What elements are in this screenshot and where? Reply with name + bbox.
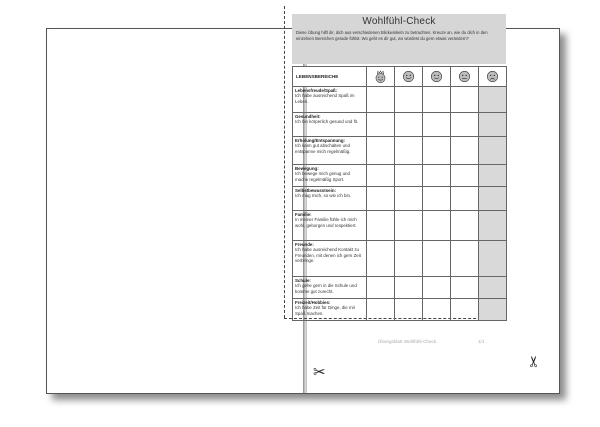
rating-cell[interactable] — [367, 299, 395, 321]
footer-text: Übungsblatt Wohlfühl-Check — [378, 339, 437, 344]
worksheet-title: Wohlfühl-Check — [362, 16, 436, 27]
rating-cell[interactable] — [395, 187, 423, 211]
worksheet-intro: Diese Übung hilft dir, dich aus verschiedenen Blickwinkeln zu betrachten. Kreuze an, wie du dich in den einzelnen Bereichen gerade fühlst. Wo geht es dir gut, wo würdest du gern etwas verändern? — [296, 30, 488, 41]
rating-cell[interactable] — [451, 113, 479, 137]
rating-cell[interactable] — [423, 299, 451, 321]
crown-smiley-icon — [374, 70, 387, 83]
rating-cell[interactable] — [451, 277, 479, 299]
smiley-icon — [430, 70, 443, 83]
rating-cell[interactable] — [479, 277, 507, 299]
rating-cell[interactable] — [451, 241, 479, 277]
row-label: Erholung/Entspannung: Ich kann gut abschalten und entspanne mich regelmäßig. — [293, 137, 367, 165]
rating-cell[interactable] — [479, 113, 507, 137]
row-label: Freunde: Ich habe ausreichend Kontakt zu Freunden, mit denen ich gern Zeit verbringe. — [293, 241, 367, 277]
neutral-face-icon — [458, 70, 471, 83]
rating-cell[interactable] — [367, 187, 395, 211]
rating-cell[interactable] — [367, 277, 395, 299]
column-header-label: LEBENSBEREICHE — [293, 67, 367, 87]
smiley-icon — [402, 70, 415, 83]
row-label: Bewegung: Ich bewege mich genug und mache regelmäßig Sport. — [293, 165, 367, 187]
worksheet-header — [292, 14, 506, 64]
rating-cell[interactable] — [395, 277, 423, 299]
rating-cell[interactable] — [395, 113, 423, 137]
face-column-5 — [479, 67, 507, 87]
rating-cell[interactable] — [367, 241, 395, 277]
table-row — [293, 87, 507, 113]
rating-cell[interactable] — [423, 187, 451, 211]
rating-cell[interactable] — [479, 211, 507, 241]
rating-cell[interactable] — [479, 241, 507, 277]
rating-cell[interactable] — [367, 165, 395, 187]
cut-line-vertical — [284, 6, 285, 318]
scissors-icon: ✂ — [525, 355, 543, 368]
rating-cell[interactable] — [423, 137, 451, 165]
rating-cell[interactable] — [451, 299, 479, 321]
face-column-1 — [367, 67, 395, 87]
row-label: Gesundheit: Ich bin körperlich gesund und fit. — [293, 113, 367, 137]
rating-cell[interactable] — [451, 187, 479, 211]
rating-table — [292, 66, 507, 321]
rating-cell[interactable] — [423, 277, 451, 299]
rating-cell[interactable] — [367, 211, 395, 241]
page-number: 1/1 — [478, 339, 485, 344]
rating-cell[interactable] — [395, 137, 423, 165]
table-row — [293, 299, 507, 321]
rating-cell[interactable] — [479, 165, 507, 187]
rating-cell[interactable] — [423, 211, 451, 241]
rating-cell[interactable] — [367, 137, 395, 165]
face-column-4 — [451, 67, 479, 87]
scissors-icon: ✂ — [313, 364, 326, 381]
rating-cell[interactable] — [395, 211, 423, 241]
table-row — [293, 277, 507, 299]
rating-cell[interactable] — [395, 241, 423, 277]
rating-cell[interactable] — [395, 299, 423, 321]
table-row — [293, 165, 507, 187]
table-row — [293, 241, 507, 277]
rating-cell[interactable] — [479, 87, 507, 113]
rating-cell[interactable] — [395, 87, 423, 113]
rating-cell[interactable] — [423, 113, 451, 137]
rating-cell[interactable] — [451, 87, 479, 113]
rating-cell[interactable] — [479, 299, 507, 321]
row-label: Freizeit/Hobbies: Ich habe Zeit für Dinge, die mir Spaß machen. — [293, 299, 367, 321]
rating-cell[interactable] — [423, 165, 451, 187]
table-header-row — [293, 67, 507, 87]
rating-cell[interactable] — [451, 211, 479, 241]
row-label: Familie: In meiner Familie fühle ich mich wohl, geborgen und respektiert. — [293, 211, 367, 241]
rating-cell[interactable] — [367, 87, 395, 113]
left-page-blank — [47, 29, 303, 393]
rating-cell[interactable] — [367, 113, 395, 137]
row-label: Schule: Ich gehe gern in die Schule und komme gut zurecht. — [293, 277, 367, 299]
rating-cell[interactable] — [423, 87, 451, 113]
face-column-2 — [395, 67, 423, 87]
sad-face-icon — [486, 70, 499, 83]
table-row — [293, 187, 507, 211]
table-row — [293, 113, 507, 137]
rating-cell[interactable] — [479, 187, 507, 211]
row-label: Lebensfreude/Spaß: Ich habe ausreichend Spaß im Leben. — [293, 87, 367, 113]
face-column-3 — [423, 67, 451, 87]
rating-cell[interactable] — [451, 137, 479, 165]
rating-cell[interactable] — [423, 241, 451, 277]
rating-cell[interactable] — [479, 137, 507, 165]
table-row — [293, 137, 507, 165]
row-label: Selbstbewusstsein: Ich mag mich, so wie ich bin. — [293, 187, 367, 211]
rating-cell[interactable] — [395, 165, 423, 187]
table-row — [293, 211, 507, 241]
rating-cell[interactable] — [451, 165, 479, 187]
